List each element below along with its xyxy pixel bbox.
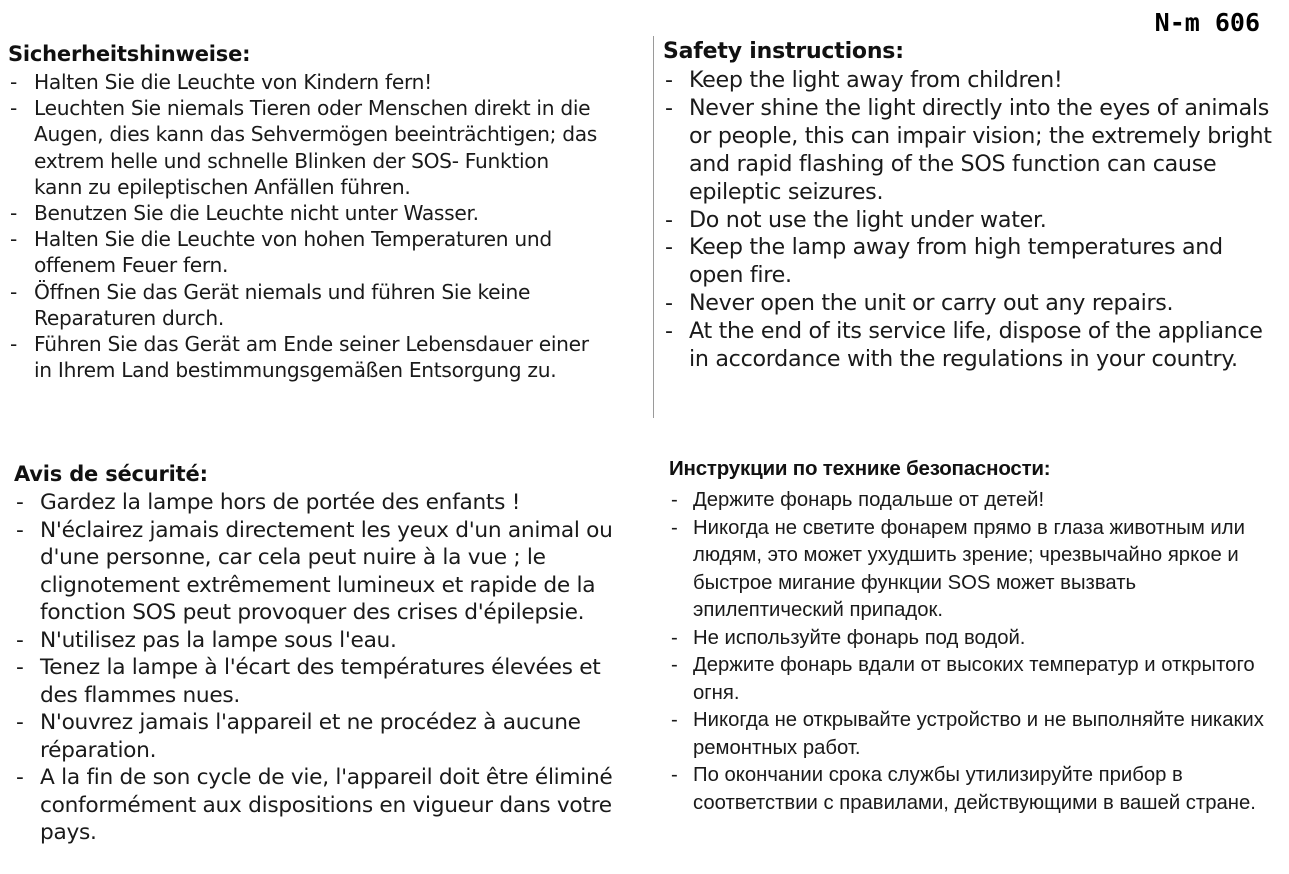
list-item: - Benutzen Sie die Leuchte nicht unter Wasser. <box>8 200 598 226</box>
list-item: - Gardez la lampe hors de portée des enfants ! <box>14 489 624 517</box>
list-item: - N'éclairez jamais directement les yeux d'un animal ou d'une personne, car cela peut nuire à la vue ; le clignotement extrêmement lumineux et rapide de la fonction SOS peut provoquer des crises d'épilepsie. <box>14 517 624 627</box>
list-item: - Leuchten Sie niemals Tieren oder Menschen direkt in die Augen, dies kann das Sehvermögen beeinträchtigen; das extrem helle und schnelle Blinken der SOS- Funktion kann zu epileptischen Anfällen führen. <box>8 95 598 200</box>
safety-list <box>663 67 1283 374</box>
list-item: - Führen Sie das Gerät am Ende seiner Lebensdauer einer in Ihrem Land bestimmungsgemäßen Entsorgung zu. <box>8 331 598 383</box>
list-item: - Держите фонарь подальше от детей! <box>669 487 1284 515</box>
list-item: - Öffnen Sie das Gerät niemals und führen Sie keine Reparaturen durch. <box>8 279 598 331</box>
list-item: - Never shine the light directly into the eyes of animals or people, this can impair vision; the extremely bright and rapid flashing of the SOS function can cause epileptic seizures. <box>663 95 1283 207</box>
list-item: - Никогда не открывайте устройство и не выполняйте никаких ремонтных работ. <box>669 707 1284 762</box>
list-item: - Do not use the light under water. <box>663 207 1283 235</box>
list-item: - N'utilisez pas la lampe sous l'eau. <box>14 627 624 655</box>
list-item: - По окончании срока службы утилизируйте прибор в соответствии с правилами, действующими в вашей стране. <box>669 762 1284 817</box>
list-item: - Halten Sie die Leuchte von Kindern fern! <box>8 69 598 95</box>
list-item: - A la fin de son cycle de vie, l'appareil doit être éliminé conformément aux dispositions en vigueur dans votre pays. <box>14 764 624 847</box>
safety-section-french <box>14 462 624 847</box>
list-item: - Tenez la lampe à l'écart des températures élevées et des flammes nues. <box>14 654 624 709</box>
section-title: Sicherheitshinweise: <box>8 42 251 66</box>
section-title: Инструкции по технике безопасности: <box>669 457 1051 480</box>
list-item: - Keep the light away from children! <box>663 67 1283 95</box>
list-item: - Никогда не светите фонарем прямо в глаза животным или людям, это может ухудшить зрение; чрезвычайно яркое и быстрое мигание функции SOS может вызвать эпилептический припадок. <box>669 515 1284 625</box>
list-item: - At the end of its service life, dispose of the appliance in accordance with the regulations in your country. <box>663 318 1283 374</box>
list-item: - Halten Sie die Leuchte von hohen Temperaturen und offenem Feuer fern. <box>8 226 598 278</box>
list-item: - N'ouvrez jamais l'appareil et ne procédez à aucune réparation. <box>14 709 624 764</box>
list-item: - Не используйте фонарь под водой. <box>669 625 1284 653</box>
list-item: - Never open the unit or carry out any repairs. <box>663 290 1283 318</box>
safety-list <box>669 487 1284 817</box>
list-item: - Keep the lamp away from high temperatures and open fire. <box>663 234 1283 290</box>
safety-section-russian <box>669 457 1284 817</box>
safety-section-english <box>663 39 1283 374</box>
list-item: - Держите фонарь вдали от высоких температур и открытого огня. <box>669 652 1284 707</box>
safety-section-german <box>8 42 598 383</box>
column-divider <box>653 36 654 418</box>
safety-list <box>14 489 624 847</box>
section-title: Avis de sécurité: <box>14 462 208 486</box>
document-code: N-m 606 <box>1154 8 1260 37</box>
safety-list <box>8 69 598 383</box>
section-title: Safety instructions: <box>663 39 904 64</box>
